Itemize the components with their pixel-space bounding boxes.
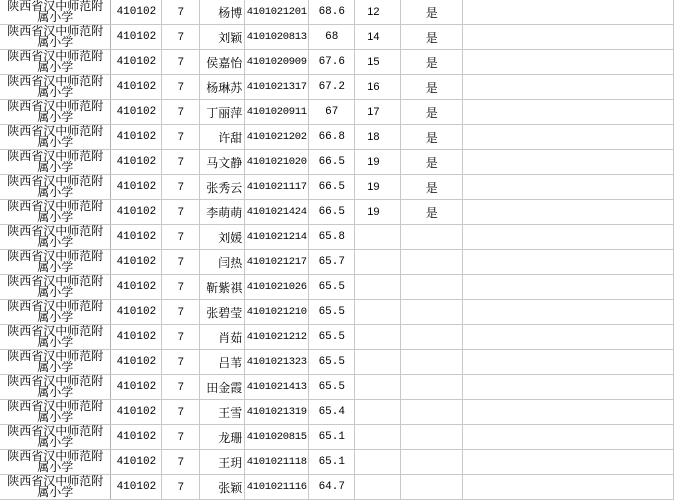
score-cell[interactable]: 65.5 (309, 375, 355, 400)
score-cell[interactable]: 68 (309, 25, 355, 50)
qualified-cell[interactable] (401, 475, 463, 500)
student-name-cell[interactable]: 张颖 (200, 475, 245, 500)
qualified-cell[interactable] (401, 350, 463, 375)
rank-cell[interactable] (355, 375, 401, 400)
qualified-cell[interactable]: 是 (401, 175, 463, 200)
district-code-cell[interactable]: 410102 (111, 450, 162, 475)
score-cell[interactable]: 67 (309, 100, 355, 125)
empty-cell[interactable] (463, 400, 674, 425)
school-cell[interactable]: 陕西省汉中师范附属小学 (0, 425, 111, 450)
score-cell[interactable]: 66.5 (309, 150, 355, 175)
student-name-cell[interactable]: 王玥 (200, 450, 245, 475)
qualified-cell[interactable]: 是 (401, 150, 463, 175)
score-cell[interactable]: 65.8 (309, 225, 355, 250)
rank-cell[interactable]: 19 (355, 175, 401, 200)
qualified-cell[interactable] (401, 375, 463, 400)
school-cell[interactable]: 陕西省汉中师范附属小学 (0, 0, 111, 25)
table-row (0, 100, 674, 125)
student-name-cell[interactable]: 丁丽萍 (200, 100, 245, 125)
empty-cell[interactable] (463, 50, 674, 75)
qualified-cell[interactable]: 是 (401, 0, 463, 25)
qualified-cell[interactable] (401, 275, 463, 300)
school-cell[interactable]: 陕西省汉中师范附属小学 (0, 300, 111, 325)
student-name-cell[interactable]: 马文静 (200, 150, 245, 175)
district-code-cell[interactable]: 410102 (111, 150, 162, 175)
school-cell[interactable]: 陕西省汉中师范附属小学 (0, 50, 111, 75)
grade-cell[interactable]: 7 (162, 375, 200, 400)
exam-number-cell[interactable]: 4101020813 (245, 25, 309, 50)
district-code-cell[interactable]: 410102 (111, 400, 162, 425)
exam-number-cell[interactable]: 4101021020 (245, 150, 309, 175)
rank-cell[interactable] (355, 450, 401, 475)
rank-cell[interactable]: 18 (355, 125, 401, 150)
empty-cell[interactable] (463, 300, 674, 325)
district-code-cell[interactable]: 410102 (111, 300, 162, 325)
student-name-cell[interactable]: 龙珊 (200, 425, 245, 450)
grade-cell[interactable]: 7 (162, 175, 200, 200)
exam-number-cell[interactable]: 4101021026 (245, 275, 309, 300)
school-cell[interactable]: 陕西省汉中师范附属小学 (0, 175, 111, 200)
student-name-cell[interactable]: 张秀云 (200, 175, 245, 200)
grade-cell[interactable]: 7 (162, 100, 200, 125)
empty-cell[interactable] (463, 175, 674, 200)
exam-number-cell[interactable]: 4101021217 (245, 250, 309, 275)
district-code-cell[interactable]: 410102 (111, 425, 162, 450)
grade-cell[interactable]: 7 (162, 275, 200, 300)
school-cell[interactable]: 陕西省汉中师范附属小学 (0, 350, 111, 375)
table-row (0, 150, 674, 175)
qualified-cell[interactable]: 是 (401, 50, 463, 75)
exam-number-cell[interactable]: 4101020815 (245, 425, 309, 450)
empty-cell[interactable] (463, 150, 674, 175)
exam-number-cell[interactable]: 4101021424 (245, 200, 309, 225)
score-cell[interactable]: 65.1 (309, 450, 355, 475)
qualified-cell[interactable] (401, 450, 463, 475)
grade-cell[interactable]: 7 (162, 300, 200, 325)
qualified-cell[interactable] (401, 325, 463, 350)
school-cell[interactable]: 陕西省汉中师范附属小学 (0, 200, 111, 225)
empty-cell[interactable] (463, 200, 674, 225)
empty-cell[interactable] (463, 450, 674, 475)
school-cell[interactable]: 陕西省汉中师范附属小学 (0, 150, 111, 175)
score-cell[interactable]: 64.7 (309, 475, 355, 500)
score-cell[interactable]: 65.5 (309, 300, 355, 325)
school-cell[interactable]: 陕西省汉中师范附属小学 (0, 475, 111, 500)
rank-cell[interactable]: 17 (355, 100, 401, 125)
table-row (0, 175, 674, 200)
rank-cell[interactable] (355, 475, 401, 500)
table-row (0, 125, 674, 150)
student-name-cell[interactable]: 靳紫祺 (200, 275, 245, 300)
exam-number-cell[interactable]: 4101021323 (245, 350, 309, 375)
empty-cell[interactable] (463, 475, 674, 500)
rank-cell[interactable]: 16 (355, 75, 401, 100)
table-row (0, 275, 674, 300)
student-name-cell[interactable]: 许甜 (200, 125, 245, 150)
score-cell[interactable]: 68.6 (309, 0, 355, 25)
table-row (0, 0, 674, 25)
rank-cell[interactable] (355, 275, 401, 300)
grade-cell[interactable]: 7 (162, 400, 200, 425)
grade-cell[interactable]: 7 (162, 50, 200, 75)
exam-number-cell[interactable]: 4101021202 (245, 125, 309, 150)
school-cell[interactable]: 陕西省汉中师范附属小学 (0, 125, 111, 150)
grade-cell[interactable]: 7 (162, 425, 200, 450)
table-row (0, 350, 674, 375)
qualified-cell[interactable]: 是 (401, 75, 463, 100)
empty-cell[interactable] (463, 425, 674, 450)
school-cell[interactable]: 陕西省汉中师范附属小学 (0, 450, 111, 475)
grade-cell[interactable]: 7 (162, 150, 200, 175)
exam-number-cell[interactable]: 4101021214 (245, 225, 309, 250)
qualified-cell[interactable]: 是 (401, 100, 463, 125)
exam-number-cell[interactable]: 4101021118 (245, 450, 309, 475)
district-code-cell[interactable]: 410102 (111, 75, 162, 100)
school-cell[interactable]: 陕西省汉中师范附属小学 (0, 225, 111, 250)
empty-cell[interactable] (463, 100, 674, 125)
score-cell[interactable]: 66.5 (309, 175, 355, 200)
exam-number-cell[interactable]: 4101021317 (245, 75, 309, 100)
rank-cell[interactable] (355, 300, 401, 325)
district-code-cell[interactable]: 410102 (111, 225, 162, 250)
table-row (0, 50, 674, 75)
grade-cell[interactable]: 7 (162, 75, 200, 100)
table-row (0, 325, 674, 350)
score-cell[interactable]: 65.5 (309, 275, 355, 300)
district-code-cell[interactable]: 410102 (111, 25, 162, 50)
qualified-cell[interactable] (401, 425, 463, 450)
rank-cell[interactable]: 19 (355, 200, 401, 225)
rank-cell[interactable] (355, 225, 401, 250)
exam-number-cell[interactable]: 4101021201 (245, 0, 309, 25)
grade-cell[interactable]: 7 (162, 475, 200, 500)
table-row (0, 475, 674, 500)
score-cell[interactable]: 66.8 (309, 125, 355, 150)
exam-number-cell[interactable]: 4101021413 (245, 375, 309, 400)
district-code-cell[interactable]: 410102 (111, 250, 162, 275)
district-code-cell[interactable]: 410102 (111, 200, 162, 225)
rank-cell[interactable] (355, 400, 401, 425)
school-cell[interactable]: 陕西省汉中师范附属小学 (0, 325, 111, 350)
school-cell[interactable]: 陕西省汉中师范附属小学 (0, 75, 111, 100)
student-name-cell[interactable]: 杨博 (200, 0, 245, 25)
table-row (0, 425, 674, 450)
qualified-cell[interactable] (401, 250, 463, 275)
score-cell[interactable]: 65.5 (309, 350, 355, 375)
student-name-cell[interactable]: 杨琳苏 (200, 75, 245, 100)
student-name-cell[interactable]: 田金霞 (200, 375, 245, 400)
rank-cell[interactable]: 12 (355, 0, 401, 25)
school-cell[interactable]: 陕西省汉中师范附属小学 (0, 375, 111, 400)
empty-cell[interactable] (463, 125, 674, 150)
rank-cell[interactable]: 19 (355, 150, 401, 175)
empty-cell[interactable] (463, 325, 674, 350)
table-row (0, 25, 674, 50)
empty-cell[interactable] (463, 275, 674, 300)
qualified-cell[interactable]: 是 (401, 125, 463, 150)
rank-cell[interactable]: 15 (355, 50, 401, 75)
grade-cell[interactable]: 7 (162, 0, 200, 25)
district-code-cell[interactable]: 410102 (111, 325, 162, 350)
student-name-cell[interactable]: 吕苇 (200, 350, 245, 375)
district-code-cell[interactable]: 410102 (111, 475, 162, 500)
grade-cell[interactable]: 7 (162, 25, 200, 50)
empty-cell[interactable] (463, 375, 674, 400)
student-name-cell[interactable]: 侯嘉怡 (200, 50, 245, 75)
school-cell[interactable]: 陕西省汉中师范附属小学 (0, 275, 111, 300)
qualified-cell[interactable] (401, 400, 463, 425)
district-code-cell[interactable]: 410102 (111, 175, 162, 200)
exam-number-cell[interactable]: 4101021319 (245, 400, 309, 425)
district-code-cell[interactable]: 410102 (111, 0, 162, 25)
student-name-cell[interactable]: 刘颖 (200, 25, 245, 50)
score-cell[interactable]: 65.1 (309, 425, 355, 450)
table-row (0, 225, 674, 250)
district-code-cell[interactable]: 410102 (111, 50, 162, 75)
empty-cell[interactable] (463, 350, 674, 375)
district-code-cell[interactable]: 410102 (111, 125, 162, 150)
student-name-cell[interactable]: 张碧莹 (200, 300, 245, 325)
score-cell[interactable]: 66.5 (309, 200, 355, 225)
table-row (0, 75, 674, 100)
rank-cell[interactable] (355, 350, 401, 375)
district-code-cell[interactable]: 410102 (111, 275, 162, 300)
table-row (0, 300, 674, 325)
grade-cell[interactable]: 7 (162, 325, 200, 350)
table-row (0, 400, 674, 425)
empty-cell[interactable] (463, 250, 674, 275)
score-cell[interactable]: 67.6 (309, 50, 355, 75)
student-name-cell[interactable]: 肖茹 (200, 325, 245, 350)
exam-number-cell[interactable]: 4101021210 (245, 300, 309, 325)
empty-cell[interactable] (463, 225, 674, 250)
table-row (0, 250, 674, 275)
exam-number-cell[interactable]: 4101020909 (245, 50, 309, 75)
student-name-cell[interactable]: 闫热 (200, 250, 245, 275)
school-cell[interactable]: 陕西省汉中师范附属小学 (0, 250, 111, 275)
table-row (0, 200, 674, 225)
grade-cell[interactable]: 7 (162, 200, 200, 225)
school-cell[interactable]: 陕西省汉中师范附属小学 (0, 100, 111, 125)
table-row (0, 375, 674, 400)
exam-number-cell[interactable]: 4101020911 (245, 100, 309, 125)
rank-cell[interactable]: 14 (355, 25, 401, 50)
district-code-cell[interactable]: 410102 (111, 350, 162, 375)
exam-number-cell[interactable]: 4101021212 (245, 325, 309, 350)
district-code-cell[interactable]: 410102 (111, 375, 162, 400)
qualified-cell[interactable]: 是 (401, 25, 463, 50)
student-name-cell[interactable]: 刘媛 (200, 225, 245, 250)
qualified-cell[interactable] (401, 300, 463, 325)
grade-cell[interactable]: 7 (162, 225, 200, 250)
grade-cell[interactable]: 7 (162, 350, 200, 375)
rank-cell[interactable] (355, 425, 401, 450)
empty-cell[interactable] (463, 0, 674, 25)
rank-cell[interactable] (355, 250, 401, 275)
grade-cell[interactable]: 7 (162, 125, 200, 150)
school-cell[interactable]: 陕西省汉中师范附属小学 (0, 25, 111, 50)
score-cell[interactable]: 67.2 (309, 75, 355, 100)
exam-number-cell[interactable]: 4101021116 (245, 475, 309, 500)
qualified-cell[interactable]: 是 (401, 200, 463, 225)
empty-cell[interactable] (463, 25, 674, 50)
qualified-cell[interactable] (401, 225, 463, 250)
empty-cell[interactable] (463, 75, 674, 100)
score-cell[interactable]: 65.5 (309, 325, 355, 350)
grade-cell[interactable]: 7 (162, 450, 200, 475)
district-code-cell[interactable]: 410102 (111, 100, 162, 125)
student-name-cell[interactable]: 王雪 (200, 400, 245, 425)
student-name-cell[interactable]: 李萌萌 (200, 200, 245, 225)
school-cell[interactable]: 陕西省汉中师范附属小学 (0, 400, 111, 425)
table-row (0, 450, 674, 475)
exam-number-cell[interactable]: 4101021117 (245, 175, 309, 200)
score-cell[interactable]: 65.7 (309, 250, 355, 275)
rank-cell[interactable] (355, 325, 401, 350)
grade-cell[interactable]: 7 (162, 250, 200, 275)
score-cell[interactable]: 65.4 (309, 400, 355, 425)
